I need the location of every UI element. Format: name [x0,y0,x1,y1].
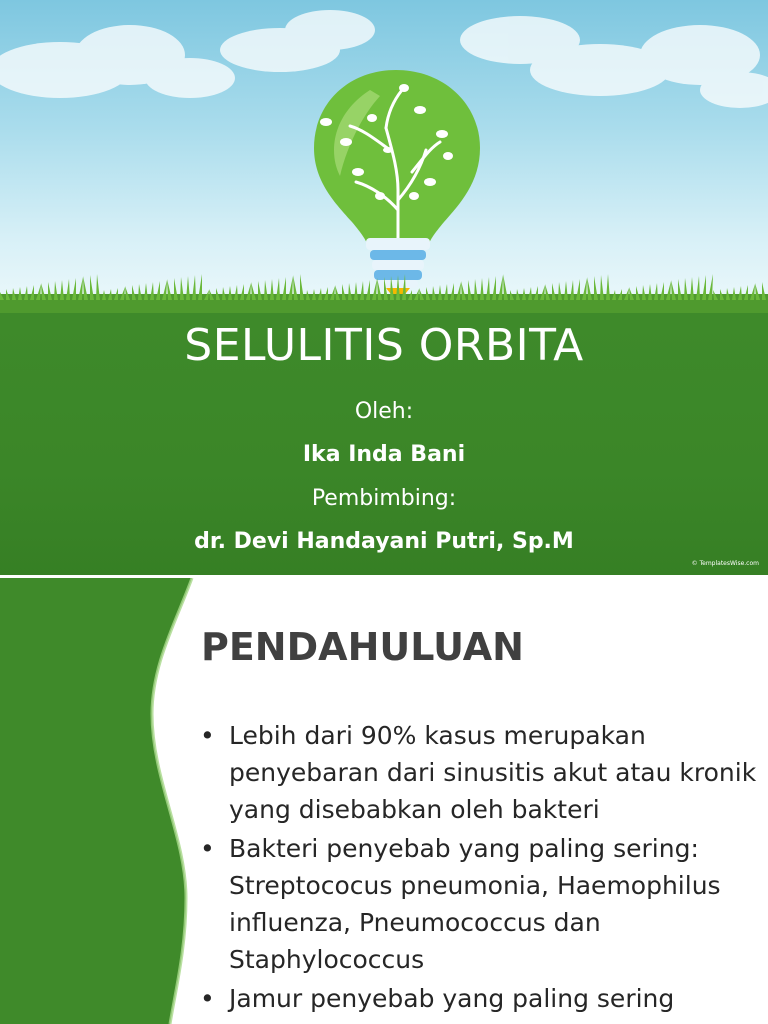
bullet-icon: • [200,721,215,750]
list-item [200,980,760,1017]
section-heading: PENDAHULUAN [201,625,524,669]
bullet-text: Bakteri penyebab yang paling sering: Streptococus pneumonia, Haemophilus influenza, Pneumococcus dan Staphylococcus [229,834,721,974]
lightbulb-tree-icon [314,70,480,298]
list-item [200,830,760,978]
advisor-label: Pembimbing: [311,486,457,511]
author-label: Oleh: [354,399,414,424]
bullet-icon: • [200,984,215,1013]
bullet-text: Jamur penyebab yang paling sering [229,984,675,1013]
bullet-text: Lebih dari 90% kasus merupakan penyebaran dari sinusitis akut atau kronik yang disebabkan oleh bakteri [229,721,757,824]
bullet-icon: • [200,834,215,863]
author-name: Ika Inda Bani [302,442,466,467]
list-item [200,717,760,828]
sky-illustration [0,0,768,316]
bullet-list [200,717,760,1019]
grass-strip [0,274,768,316]
presentation-title: SELULITIS ORBITA [184,320,584,371]
advisor-name: dr. Devi Handayani Putri, Sp.M [194,529,574,554]
template-credit: © TemplatesWise.com [691,560,759,567]
content-slide [0,578,768,1024]
